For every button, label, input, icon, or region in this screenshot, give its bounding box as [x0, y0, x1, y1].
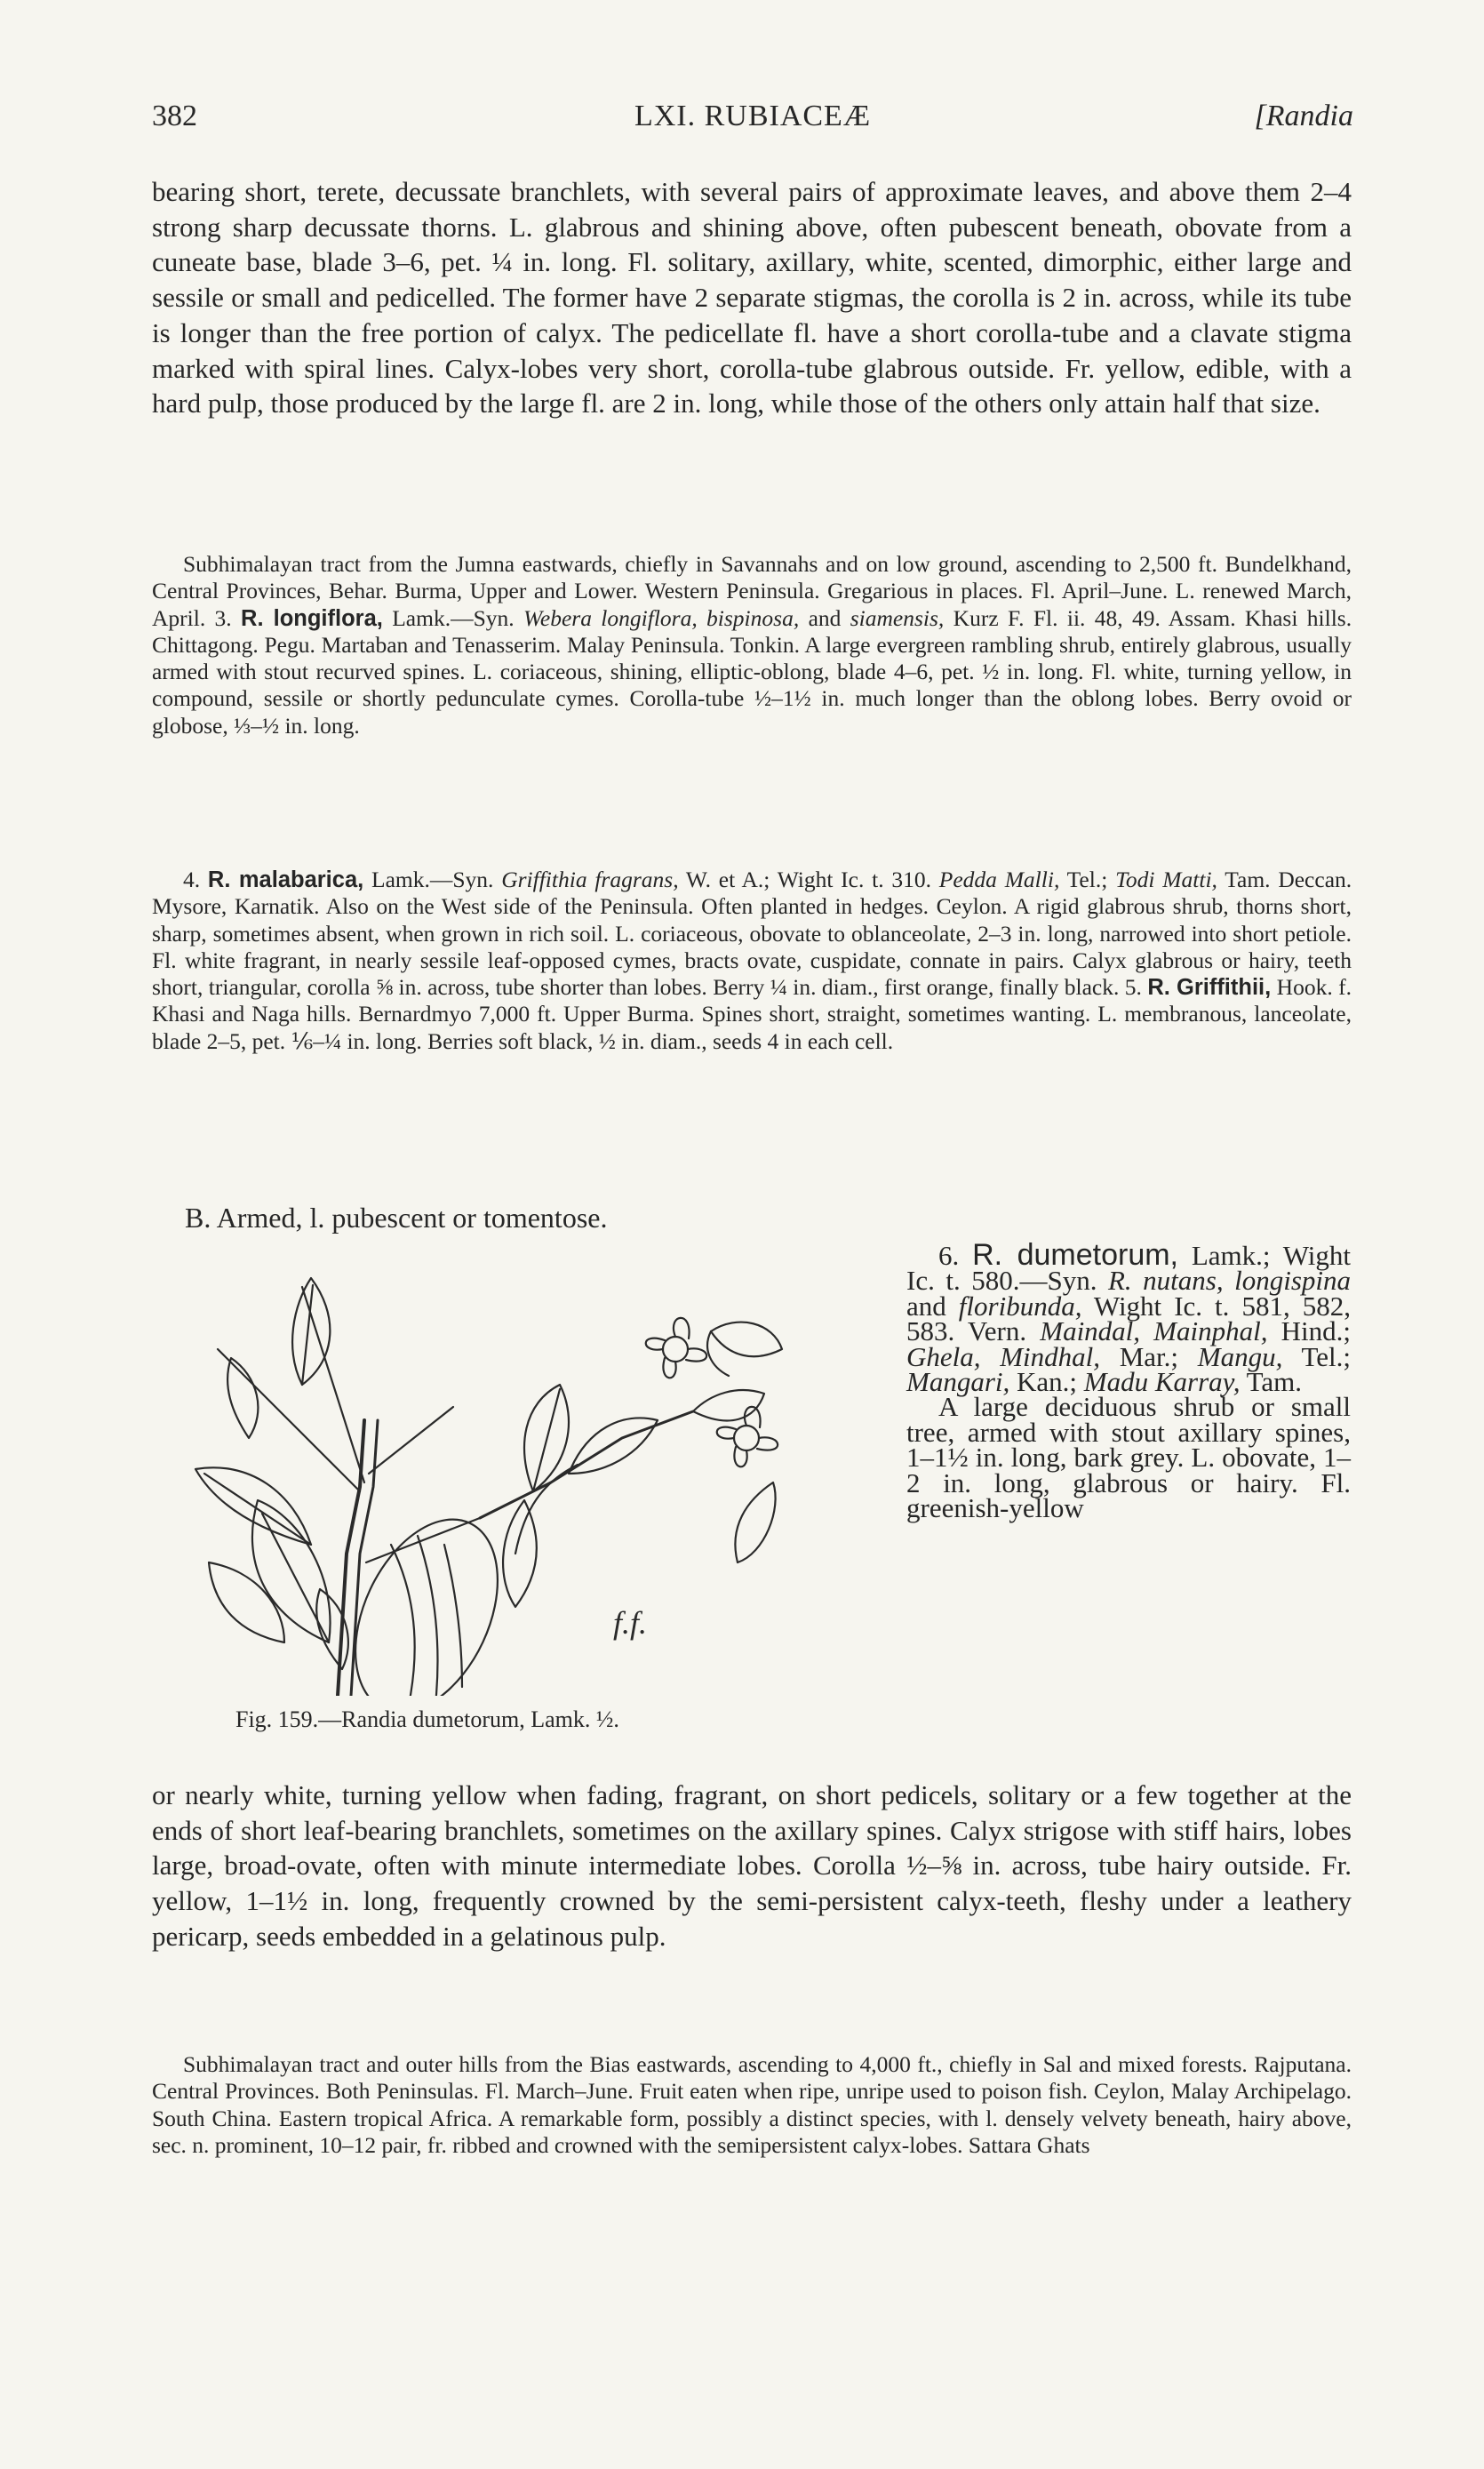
genus-running-head: [Randia	[1254, 100, 1353, 132]
synonym: Webera longiflora, bispinosa,	[523, 604, 800, 631]
vernacular-name: Mangari,	[906, 1366, 1010, 1398]
description-paragraph: bearing short, terete, decussate branchlets, with several pairs of approximate leaves, and above them 2–4 strong sharp decussate thorns. L. glabrous and shining above, often pubescent beneath, obovate from a cuneate base, blade 3–6, pet. ¼ in. long. Fl. solitary, axillary, white, scented, dimorphic, either large and sessile or small and pedicelled. The former have 2 separate stigmas, the corolla is 2 in. across, while its tube is longer than the free portion of calyx. The pedicellate fl. have a short corolla-tube and a clavate stigma marked with spiral lines. Calyx-lobes very short, corolla-tube glabrous outside. Fr. yellow, edible, with a hard pulp, those produced by the large fl. are 2 in. long, while those of the others only attain half that size.	[152, 176, 1352, 419]
synonym: R. nutans, longispina	[1107, 1265, 1352, 1297]
species-4-paragraph: 4. R. malabarica, Lamk.—Syn. Griffithia fragrans, W. et A.; Wight Ic. t. 310. Pedda Malli, Tel.; Todi Matti, Tam. Deccan. Mysore, Karnatik. Also on the West side of the Peninsula. Often planted in hedges. Ceylon. A rigid glabrous shrub, thorns short, sharp, sometimes absent, when grown in rich soil. L. coriaceous, obovate to oblanceolate, 2–3 in. long, narrowed into short petiole. Fl. white fragrant, in nearly sessile leaf-opposed cymes, bracts ovate, cuspidate, connate in pairs. Calyx glabrous or hairy, teeth short, triangular, corolla ⅝ in. across, tube shorter than lobes. Berry ¼ in. diam., first orange, finally black. 5. R. Griffithii, Hook. f. Khasi and Naga hills. Bernardmyo 7,000 ft. Upper Burma. Spines short, straight, sometimes wanting. L. membranous, lanceolate, blade 2–5, pet. ⅙–¼ in. long. Berries soft black, ½ in. diam., seeds 4 in each cell.	[152, 867, 1352, 1054]
synonym: siamensis,	[850, 604, 945, 631]
botanical-illustration	[160, 1260, 862, 1696]
vernacular-name: Pedda Malli,	[938, 867, 1060, 892]
family-title: LXI. RUBIACEÆ	[634, 100, 872, 132]
vernacular-name: Maindal, Mainphal,	[1040, 1315, 1268, 1347]
vernacular-name: Madu Karray,	[1083, 1366, 1241, 1398]
vernacular-name: Mangu,	[1197, 1340, 1283, 1372]
species-6-description: A large deciduous shrub or small tree, armed with stout axillary spines, 1–1½ in. long, bark grey. L. obovate, 1–2 in. long, glabrous or hairy. Fl. greenish-yellow	[906, 1391, 1351, 1524]
species-name-malabarica: R. malabarica,	[207, 867, 364, 892]
page-number: 382	[152, 100, 197, 132]
species-6-continuation: or nearly white, turning yellow when fading, fragrant, on short pedicels, solitary or a few together at the ends of short leaf-bearing branchlets, sometimes on the axillary spines. Calyx strigose with stiff hairs, lobes large, broad-ovate, often with minute intermediate lobes. Corolla ½–⅝ in. across, tube hairy outside. Fr. yellow, 1–1½ in. long, frequently crowned by the semi-persistent calyx-teeth, fleshy under a leathery pericarp, seeds embedded in a gelatinous pulp.	[152, 1779, 1352, 1952]
species-name-longiflora: R. longiflora,	[241, 605, 383, 631]
species-name-griffithii: R. Griffithii,	[1147, 975, 1272, 1001]
synonym: Griffithia fragrans,	[501, 867, 679, 892]
page-header	[152, 100, 1353, 144]
distribution-paragraph-1: Subhimalayan tract from the Jumna eastwards, chiefly in Savannahs and on low ground, ascending to 2,500 ft. Bundelkhand, Central Provinces, Behar. Burma, Upper and Lower. Western Peninsula. Gregarious in places. Fl. April–June. L. renewed March, April. 3. R. longiflora, Lamk.—Syn. Webera longiflora, bispinosa, and siamensis, Kurz F. Fl. ii. 48, 49. Assam. Khasi hills. Chittagong. Pegu. Martaban and Tenasserim. Malay Peninsula. Tonkin. A large evergreen rambling shrub, entirely glabrous, usually armed with stout recurved spines. L. coriaceous, shining, elliptic-oblong, blade 4–6, pet. ½ in. long. Fl. white, turning yellow, in compound, sessile or shortly pedunculate cymes. Corolla-tube ½–1½ in. much longer than the oblong lobes. Berry ovoid or globose, ⅓–½ in. long.	[152, 551, 1352, 739]
section-heading-b: B. Armed, l. pubescent or tomentose.	[185, 1202, 608, 1234]
synonym: floribunda,	[958, 1290, 1082, 1322]
species-name-dumetorum: R. dumetorum,	[972, 1238, 1178, 1272]
figure-caption: Fig. 159.—Randia dumetorum, Lamk. ½.	[235, 1706, 619, 1732]
vernacular-name: Todi Matti,	[1115, 867, 1217, 892]
species-6-column: 6. R. dumetorum, Lamk.; Wight Ic. t. 580.—Syn. R. nutans, longispina and floribunda, Wight Ic. t. 581, 582, 583. Vern. Maindal, Mainphal, Hind.; Ghela, Mindhal, Mar.; Mangu, Tel.; Mangari, Kan.; Madu Karray, Tam. A large deciduous shrub or small tree, armed with stout axillary spines, 1–1½ in. long, bark grey. L. obovate, 1–2 in. long, glabrous or hairy. Fl. greenish-yellow	[906, 1238, 1352, 1524]
illustrator-signature: f.f.	[613, 1605, 648, 1641]
vernacular-name: Ghela, Mindhal,	[906, 1340, 1101, 1372]
distribution-paragraph-2: Subhimalayan tract and outer hills from the Bias eastwards, ascending to 4,000 ft., chiefly in Sal and mixed forests. Rajputana. Central Provinces. Both Peninsulas. Fl. March–June. Fruit eaten when ripe, unripe used to poison fish. Ceylon, Malay Archipelago. South China. Eastern tropical Africa. A remarkable form, possibly a distinct species, with l. densely velvety beneath, hairy above, sec. n. prominent, 10–12 pair, fr. ribbed and crowned with the semipersistent calyx-lobes. Sattara Ghats	[152, 2051, 1352, 2158]
